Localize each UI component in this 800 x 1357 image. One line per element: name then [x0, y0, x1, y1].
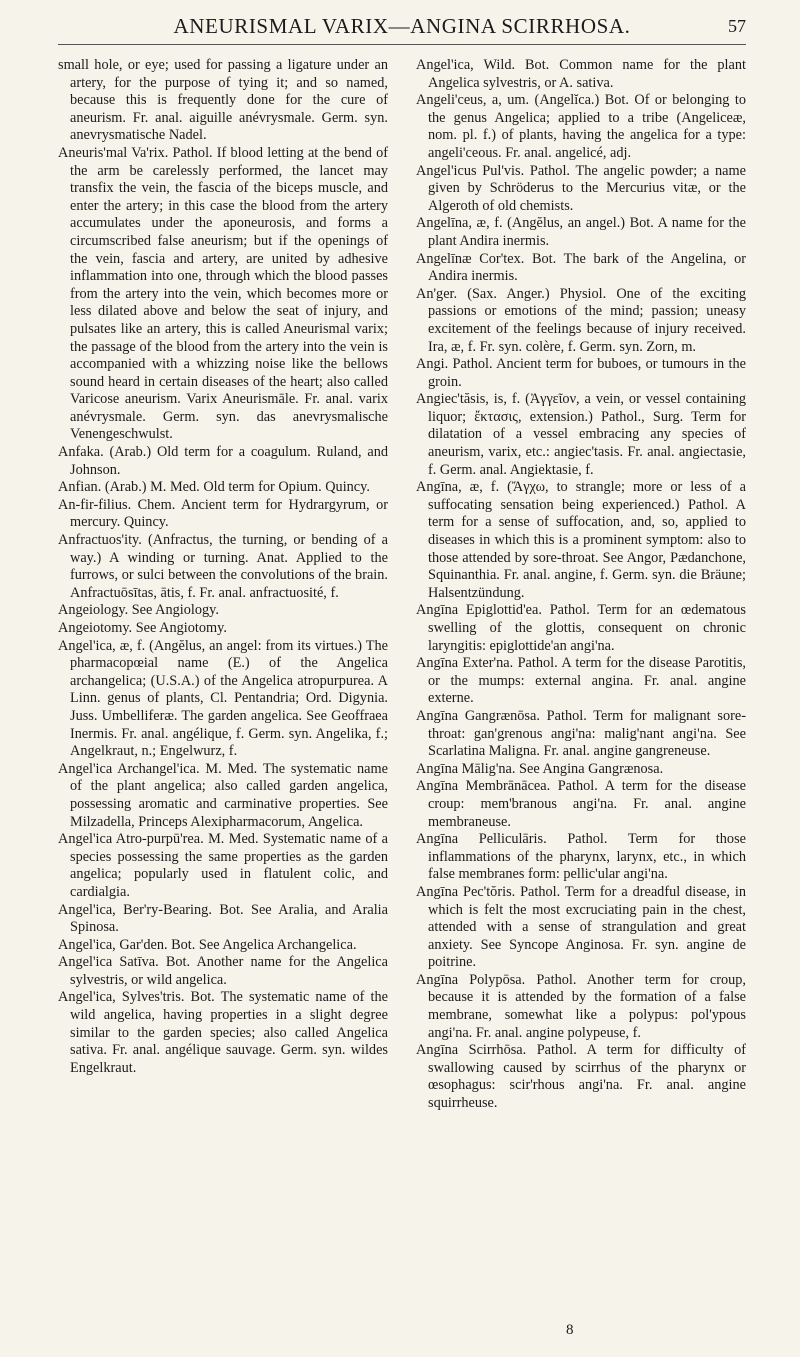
dictionary-entry: Angel'ica Archangel'ica. M. Med. The systematic name of the plant angelica; also called garden angelica, possessing aromatic and carminative properties. See Milzadella, Princeps Alexipharmacorum, Angelica.: [58, 760, 388, 830]
dictionary-entry: Angeiotomy. See Angiotomy.: [58, 620, 227, 636]
dictionary-entry: Angīna Polypōsa. Pathol. Another term for croup, because it is attended by the formation of a false membrane, somewhat like a polypus: pol'ypous angi'na. Fr. anal. angine polypeuse, f.: [416, 971, 746, 1041]
dictionary-entry: Angīna Membrānācea. Pathol. A term for the disease croup: mem'branous angi'na. Fr. anal. angine membraneuse.: [416, 778, 746, 830]
dictionary-entry: Anfian. (Arab.) M. Med. Old term for Opium. Quincy.: [58, 479, 370, 496]
dictionary-entry: Angīna Epiglottid'ea. Pathol. Term for an œdematous swelling of the glottis, consequent on chronic laryngitis: epiglottide'an angi'na.: [416, 602, 746, 654]
right-column: [416, 57, 746, 1113]
left-column: [58, 57, 388, 1113]
dictionary-entry: Angeli'ceus, a, um. (Angelĭca.) Bot. Of or belonging to the genus Angelica; applied to a tribe (Angeliceæ, nom. pl. f.) of plants, having the angelica for a type: angeli'ceous. Fr. anal. angelicé, adj.: [416, 92, 746, 161]
dictionary-entry: Angīna, æ, f. (Ἄγχω, to strangle; more or less of a suffocating sensation being experienced.) Pathol. A term for a sense of suffocation, and, so, applied to diseases in which this is a prominent symptom: also to those attended by sore-throat. See Angor, Pædanchone, Squinanthia. Fr. anal. angine, f. Germ. syn. die Bräune; Halsentzündung.: [416, 479, 746, 601]
dictionary-entry: small hole, or eye; used for passing a ligature under an artery, for the purpose of tying it; and so named, because this is frequently done for the cure of aneurism. Fr. anal. aiguille anévrysmale. Germ. syn. anevrysmatische Nadel.: [58, 57, 388, 144]
dictionary-entry: Anfaka. (Arab.) Old term for a coagulum. Ruland, and Johnson.: [58, 444, 388, 478]
dictionary-entry: Angīna Mālig'na. See Angina Gangrænosa.: [416, 760, 664, 777]
two-column-body: [58, 57, 746, 1113]
dictionary-entry: Angi. Pathol. Ancient term for buboes, or tumours in the groin.: [416, 356, 746, 390]
dictionary-entry: Angel'ica Satīva. Bot. Another name for the Angelica sylvestris, or wild angelica.: [58, 954, 388, 988]
dictionary-entry: Angīna Exter'na. Pathol. A term for the disease Parotitis, or the mumps: external angina. Fr. anal. angine externe.: [416, 655, 746, 707]
dictionary-entry: Angel'ica, Sylves'tris. Bot. The systematic name of the wild angelica, having properties in a slight degree similar to the garden species; also called Angelica sativa. Fr. anal. angélique sauvage. Germ. syn. wildes Engelkraut.: [58, 989, 388, 1076]
dictionary-entry: Angel'ica, Gar'den. Bot. See Angelica Archangelica.: [58, 936, 357, 953]
dictionary-entry: Aneuris'mal Va'rix. Pathol. If blood letting at the bend of the arm be carelessly performed, the lancet may transfix the vein, the fascia of the biceps muscle, and enter the artery; in this case the blood from the artery accumulates under the aponeurosis, and forms a circumscribed false aneurism; but if the openings of the vein, fascia and artery, are united by adhesive inflammation into one, through which the blood passes from the artery into the vein, which becomes more or less dilated above and below the seat of injury, and pulsates like an artery, this is called Aneurismal varix; the passage of the blood from the artery into the vein is accompanied with a whizzing noise like the bellows sound heard in certain diseases of the heart; also called Varicose aneurism. Varix Aneurismāle. Fr. anal. varix anévrysmale. Germ. syn. das anevrysmalische Venengeschwulst.: [58, 144, 388, 443]
dictionary-entry: Angel'ica Atro-purpū'rea. M. Med. Systematic name of a species possessing the same properties as the garden angelica; popularly used in flatulent colic, and cardialgia.: [58, 831, 388, 900]
dictionary-entry: Angel'ica, Wild. Bot. Common name for the plant Angelica sylvestris, or A. sativa.: [416, 57, 746, 91]
dictionary-entry: Angelīna, æ, f. (Angĕlus, an angel.) Bot. A name for the plant Andira inermis.: [416, 215, 746, 249]
dictionary-entry: Angelīnæ Cor'tex. Bot. The bark of the Angelina, or Andira inermis.: [416, 250, 746, 285]
dictionary-entry: Angīna Pec'tŏris. Pathol. Term for a dreadful disease, in which is felt the most excruciating pain in the chest, attended with a sense of strangulation and great anxiety. See Syncope Anginosa. Fr. syn. angine de poitrine.: [416, 883, 746, 971]
dictionary-entry: Angel'icus Pul'vis. Pathol. The angelic powder; a name given by Schröderus to the Mercurius vitæ, or the Algeroth of old chemists.: [416, 162, 746, 214]
signature-mark: 8: [566, 1322, 574, 1338]
running-title: ANEURISMAL VARIX—ANGINA SCIRRHOSA.: [173, 14, 631, 38]
dictionary-entry: Angeiology. See Angiology.: [58, 602, 219, 619]
page-number: 57: [728, 16, 746, 36]
dictionary-entry: Anfractuos'ity. (Anfractus, the turning, or bending of a way.) A winding or turning. Anat. Applied to the furrows, or sulci between the convolutions of the brain. Anfractuōsītas, ātis, f. Fr. anal. anfractuosité, f.: [58, 532, 388, 601]
dictionary-entry: Angiec'tăsis, is, f. (Ἀγγεῖον, a vein, or vessel containing liquor; ἔκτασις, extension.) Pathol., Surg. Term for dilatation of a vessel embracing any species of aneurism, varix, etc.: angiec'tasis. Fr. anal. angiectasie, f. Germ. anal. Angiektasie, f.: [416, 391, 746, 478]
dictionary-entry: Angel'ica, Ber'ry-Bearing. Bot. See Aralia, and Aralia Spinosa.: [58, 901, 388, 936]
dictionary-entry: An-fir-filius. Chem. Ancient term for Hydrargyrum, or mercury. Quincy.: [58, 496, 388, 531]
dictionary-entry: Angel'ica, æ, f. (Angĕlus, an angel: from its virtues.) The pharmacopœial name (E.) of the Angelica archangelica; (U.S.A.) of the Angelica atropurpurea. A Linn. genus of plants, Cl. Pentandria; Ord. Digynia. Juss. Umbelliferæ. The garden angelica. See Geoffraea Inermis. Fr. anal. angélique, f. Germ. syn. Angelika, f.; Angelkraut, n.; Engelwurz, f.: [58, 637, 388, 760]
dictionary-entry: Angīna Pelliculāris. Pathol. Term for those inflammations of the pharynx, larynx, etc., in which false membranes form: pellic'ular angi'na.: [416, 831, 746, 883]
dictionary-entry: Angīna Scirrhōsa. Pathol. A term for difficulty of swallowing caused by scirrhus of the pharynx or œsophagus: scir'rhous angi'na. Fr. anal. angine squirrheuse.: [416, 1042, 746, 1112]
dictionary-entry: Angīna Gangrænōsa. Pathol. Term for malignant sore-throat: gan'grenous angi'na: malig'nant angi'na. See Scarlatina Maligna. Fr. anal. angine gangreneuse.: [416, 707, 746, 760]
dictionary-entry: An'ger. (Sax. Anger.) Physiol. One of the exciting passions or emotions of the mind; passion; uneasy excitement of the feelings because of injury received. Ira, æ, f. Fr. syn. colère, f. Germ. syn. Zorn, m.: [416, 285, 746, 355]
running-head: [58, 10, 746, 45]
